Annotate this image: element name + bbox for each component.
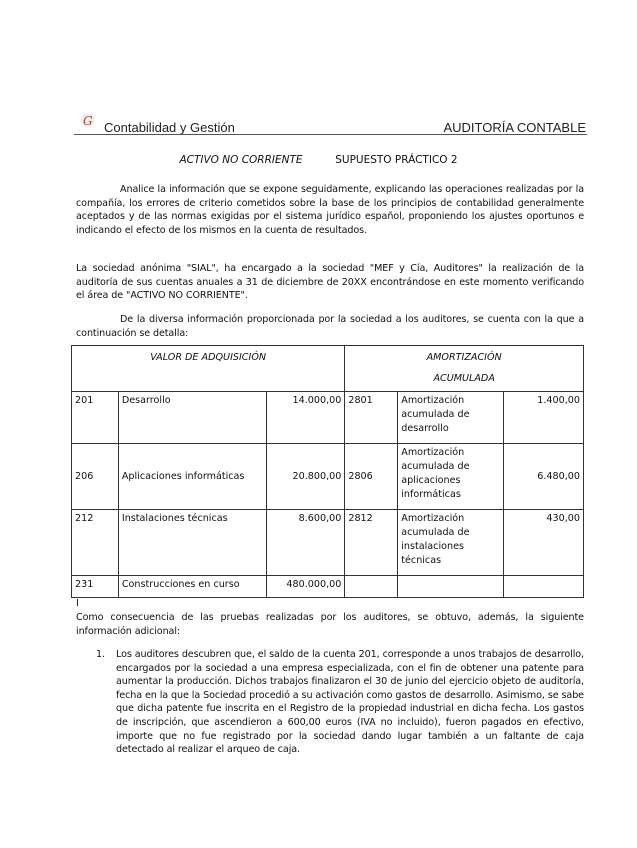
amort-name: Amortización acumulada de desarrollo xyxy=(398,392,504,444)
amort-name: Amortización acumulada de instalaciones técnicas xyxy=(398,510,504,576)
account-code: 212 xyxy=(72,510,119,576)
account-name: Construcciones en curso xyxy=(118,576,267,598)
account-code: 206 xyxy=(72,444,119,510)
paragraph-additional: Como consecuencia de las pruebas realizadas por los auditores, se obtuvo, además, la siguiente información adicional: xyxy=(76,612,584,637)
paragraph-table-intro: De la diversa información proporcionada por la sociedad a los auditores, se cuenta con la que a continuación se detalla: xyxy=(76,314,584,339)
account-value: 14.000,00 xyxy=(267,392,345,444)
asset-table xyxy=(71,345,584,598)
amort-code: 2806 xyxy=(345,444,398,510)
header-rule xyxy=(74,134,587,135)
list-item xyxy=(96,648,584,757)
paragraph-context: La sociedad anónima "SIAL", ha encargado a la sociedad "MEF y Cía, Auditores" la realización de la auditoría de sus cuentas anuales a 31 de diciembre de 20XX encontrándose en este momento verificando el área de "ACTIVO NO CORRIENTE". xyxy=(76,263,584,302)
account-name: Desarrollo xyxy=(118,392,267,444)
amort-value: 6.480,00 xyxy=(504,444,584,510)
amort-name: Amortización acumulada de aplicaciones informáticas xyxy=(398,444,504,510)
table-row xyxy=(72,392,584,444)
list-item-text: Los auditores descubren que, el saldo de la cuenta 201, corresponde a unos trabajos de desarrollo, encargados por la sociedad a una empresa especializada, con el fin de obtener una patente para aumentar la producción. Dichos trabajos finalizaron el 30 de junio del ejercicio objeto de auditoría, fecha en la que la Sociedad procedió a su activación como gastos de desarrollo. Asimismo, se sabe que dicha patente fue inscrita en el Registro de la propiedad industrial en dicha fecha. Los gastos de inscripción, que ascendieron a 600,00 euros (IVA no incluido), fueron pagados en efectivo, importe que no fue registrado por la sociedad dando lugar también a un faltante de caja detectado al realizar el arqueo de caja. xyxy=(116,649,584,756)
account-code: 201 xyxy=(72,392,119,444)
svg-text:G: G xyxy=(83,114,93,128)
list-marker: 1. xyxy=(96,649,105,660)
account-value: 480.000,00 xyxy=(267,576,345,598)
table-row xyxy=(72,576,584,598)
amort-value: 1.400,00 xyxy=(504,392,584,444)
amort-name xyxy=(398,576,504,598)
cg-logo-icon xyxy=(80,112,96,128)
header-amortizacion: AMORTIZACIÓN ACUMULADA xyxy=(345,346,584,392)
table-row xyxy=(72,444,584,510)
account-value: 8.600,00 xyxy=(267,510,345,576)
header-right: AUDITORÍA CONTABLE xyxy=(443,120,586,135)
amort-code xyxy=(345,576,398,598)
header-left: Contabilidad y Gestión xyxy=(104,120,235,135)
amort-value xyxy=(504,576,584,598)
account-name: Aplicaciones informáticas xyxy=(118,444,267,510)
title-part1: ACTIVO NO CORRIENTE xyxy=(179,154,303,166)
amort-code: 2812 xyxy=(345,510,398,576)
page-title xyxy=(0,154,637,166)
cursor-mark: I xyxy=(76,598,79,609)
account-name: Instalaciones técnicas xyxy=(118,510,267,576)
account-code: 231 xyxy=(72,576,119,598)
title-part2: SUPUESTO PRÁCTICO 2 xyxy=(335,154,458,166)
amort-value: 430,00 xyxy=(504,510,584,576)
table-row xyxy=(72,510,584,576)
amort-code: 2801 xyxy=(345,392,398,444)
account-value: 20.800,00 xyxy=(267,444,345,510)
header-valor-adquisicion: VALOR DE ADQUISICIÓN xyxy=(72,346,345,392)
paragraph-instructions: Analice la información que se expone seguidamente, explicando las operaciones realizadas por la compañía, los errores de criterio cometidos sobre la base de los principios de contabilidad generalmente aceptados y de las normas exigidas por el sistema jurídico español, proponiendo los ajustes oportunos e indicando el efecto de los mismos en la cuenta de resultados. xyxy=(76,184,584,236)
